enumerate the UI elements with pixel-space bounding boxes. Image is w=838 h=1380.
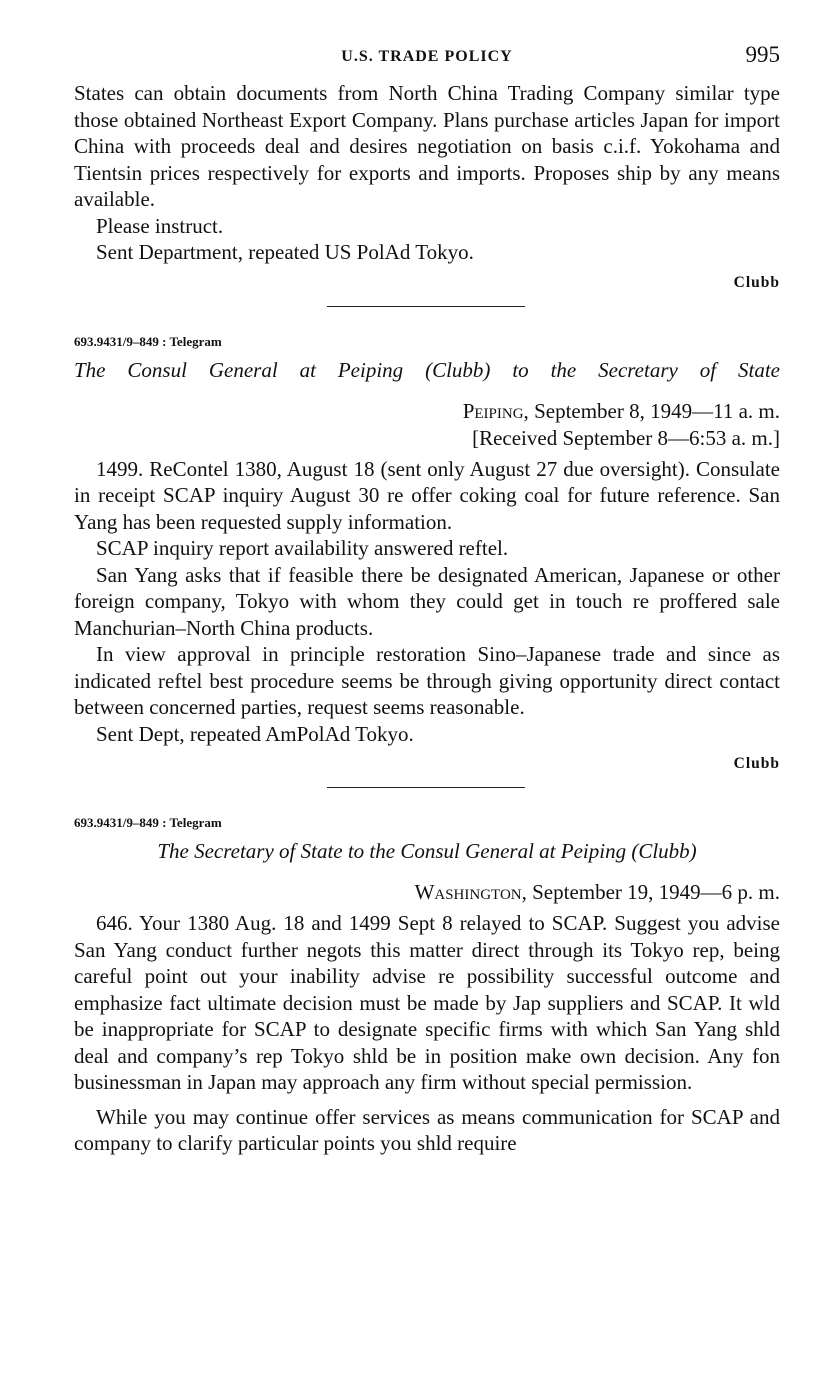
paragraph: 1499. ReContel 1380, August 18 (sent only August 27 due oversight). Consulate in receipt SCAP inquiry August 30 re offer coking coal for future reference. San Yang has been requested supply information. bbox=[74, 456, 780, 534]
paragraph: In view approval in principle restoration Sino–Japanese trade and since as indicated reftel best procedure seems be through giving opportunity direct contact between concerned parties, request seems reasonable. bbox=[74, 642, 780, 719]
page-header bbox=[74, 40, 780, 80]
running-title: U.S. TRADE POLICY bbox=[341, 48, 513, 65]
section-telegram-clubb-to-secretary bbox=[74, 332, 780, 778]
file-number: 693.9431/9–849 : Telegram bbox=[74, 333, 222, 349]
document-title: The Secretary of State to the Consul General at Peiping (Clubb) bbox=[157, 839, 697, 863]
signature: Clubb bbox=[733, 273, 780, 291]
paragraph: 646. Your 1380 Aug. 18 and 1499 Sept 8 relayed to SCAP. Suggest you advise San Yang conduct further negots this matter direct through its Tokyo rep, being careful point out your inability advise re possibility successful outcome and emphasize fact ultimate decision must be made by Jap suppliers and SCAP. It wld be inappropriate for SCAP to designate specific firms with which San Yang shld deal and company’s rep Tokyo shld be in position make own decision. Any fon businessman in Japan may approach any firm without special permission. bbox=[74, 911, 780, 1094]
paragraph: SCAP inquiry report availability answered reftel. bbox=[96, 536, 509, 560]
section-divider bbox=[74, 777, 780, 807]
received-line: [Received September 8—6:53 a. m.] bbox=[472, 425, 780, 450]
signature: Clubb bbox=[733, 755, 780, 772]
dateline bbox=[74, 398, 780, 425]
page-number: 995 bbox=[745, 42, 780, 67]
dateline-place: Washington, bbox=[414, 880, 527, 904]
dateline-date: September 8, 1949—11 a. m. bbox=[528, 398, 780, 423]
paragraph: While you may continue offer services as means communication for SCAP and company to clarify particular points you shld require bbox=[74, 1104, 780, 1155]
document-page bbox=[74, 40, 780, 1157]
paragraph: Sent Department, repeated US PolAd Tokyo. bbox=[96, 240, 474, 264]
document-title: The Consul General at Peiping (Clubb) to the Secretary of State bbox=[74, 357, 780, 382]
paragraph: Sent Dept, repeated AmPolAd Tokyo. bbox=[96, 721, 414, 746]
paragraph: Please instruct. bbox=[96, 213, 224, 238]
paragraph: San Yang asks that if feasible there be designated American, Japanese or other foreign company, Tokyo with whom they could get in touch re proffered sale Manchurian–North China products. bbox=[74, 562, 780, 640]
section-divider bbox=[74, 296, 780, 326]
dateline-date: September 19, 1949—6 p. m. bbox=[526, 880, 780, 904]
section-telegram-secretary-to-clubb bbox=[74, 813, 780, 1157]
paragraph: States can obtain documents from North China Trading Company similar type those obtained Northeast Export Company. Plans purchase articles Japan for import China with proceeds deal and desires negotiation on basis c.i.f. Yokohama and Tientsin prices respectively for exports and imports. Proposes ship by any means available. bbox=[74, 81, 780, 211]
section-continued-telegram bbox=[74, 80, 780, 296]
dateline bbox=[74, 879, 780, 906]
file-number: 693.9431/9–849 : Telegram bbox=[74, 815, 222, 830]
dateline-place: Peiping, bbox=[462, 398, 529, 423]
